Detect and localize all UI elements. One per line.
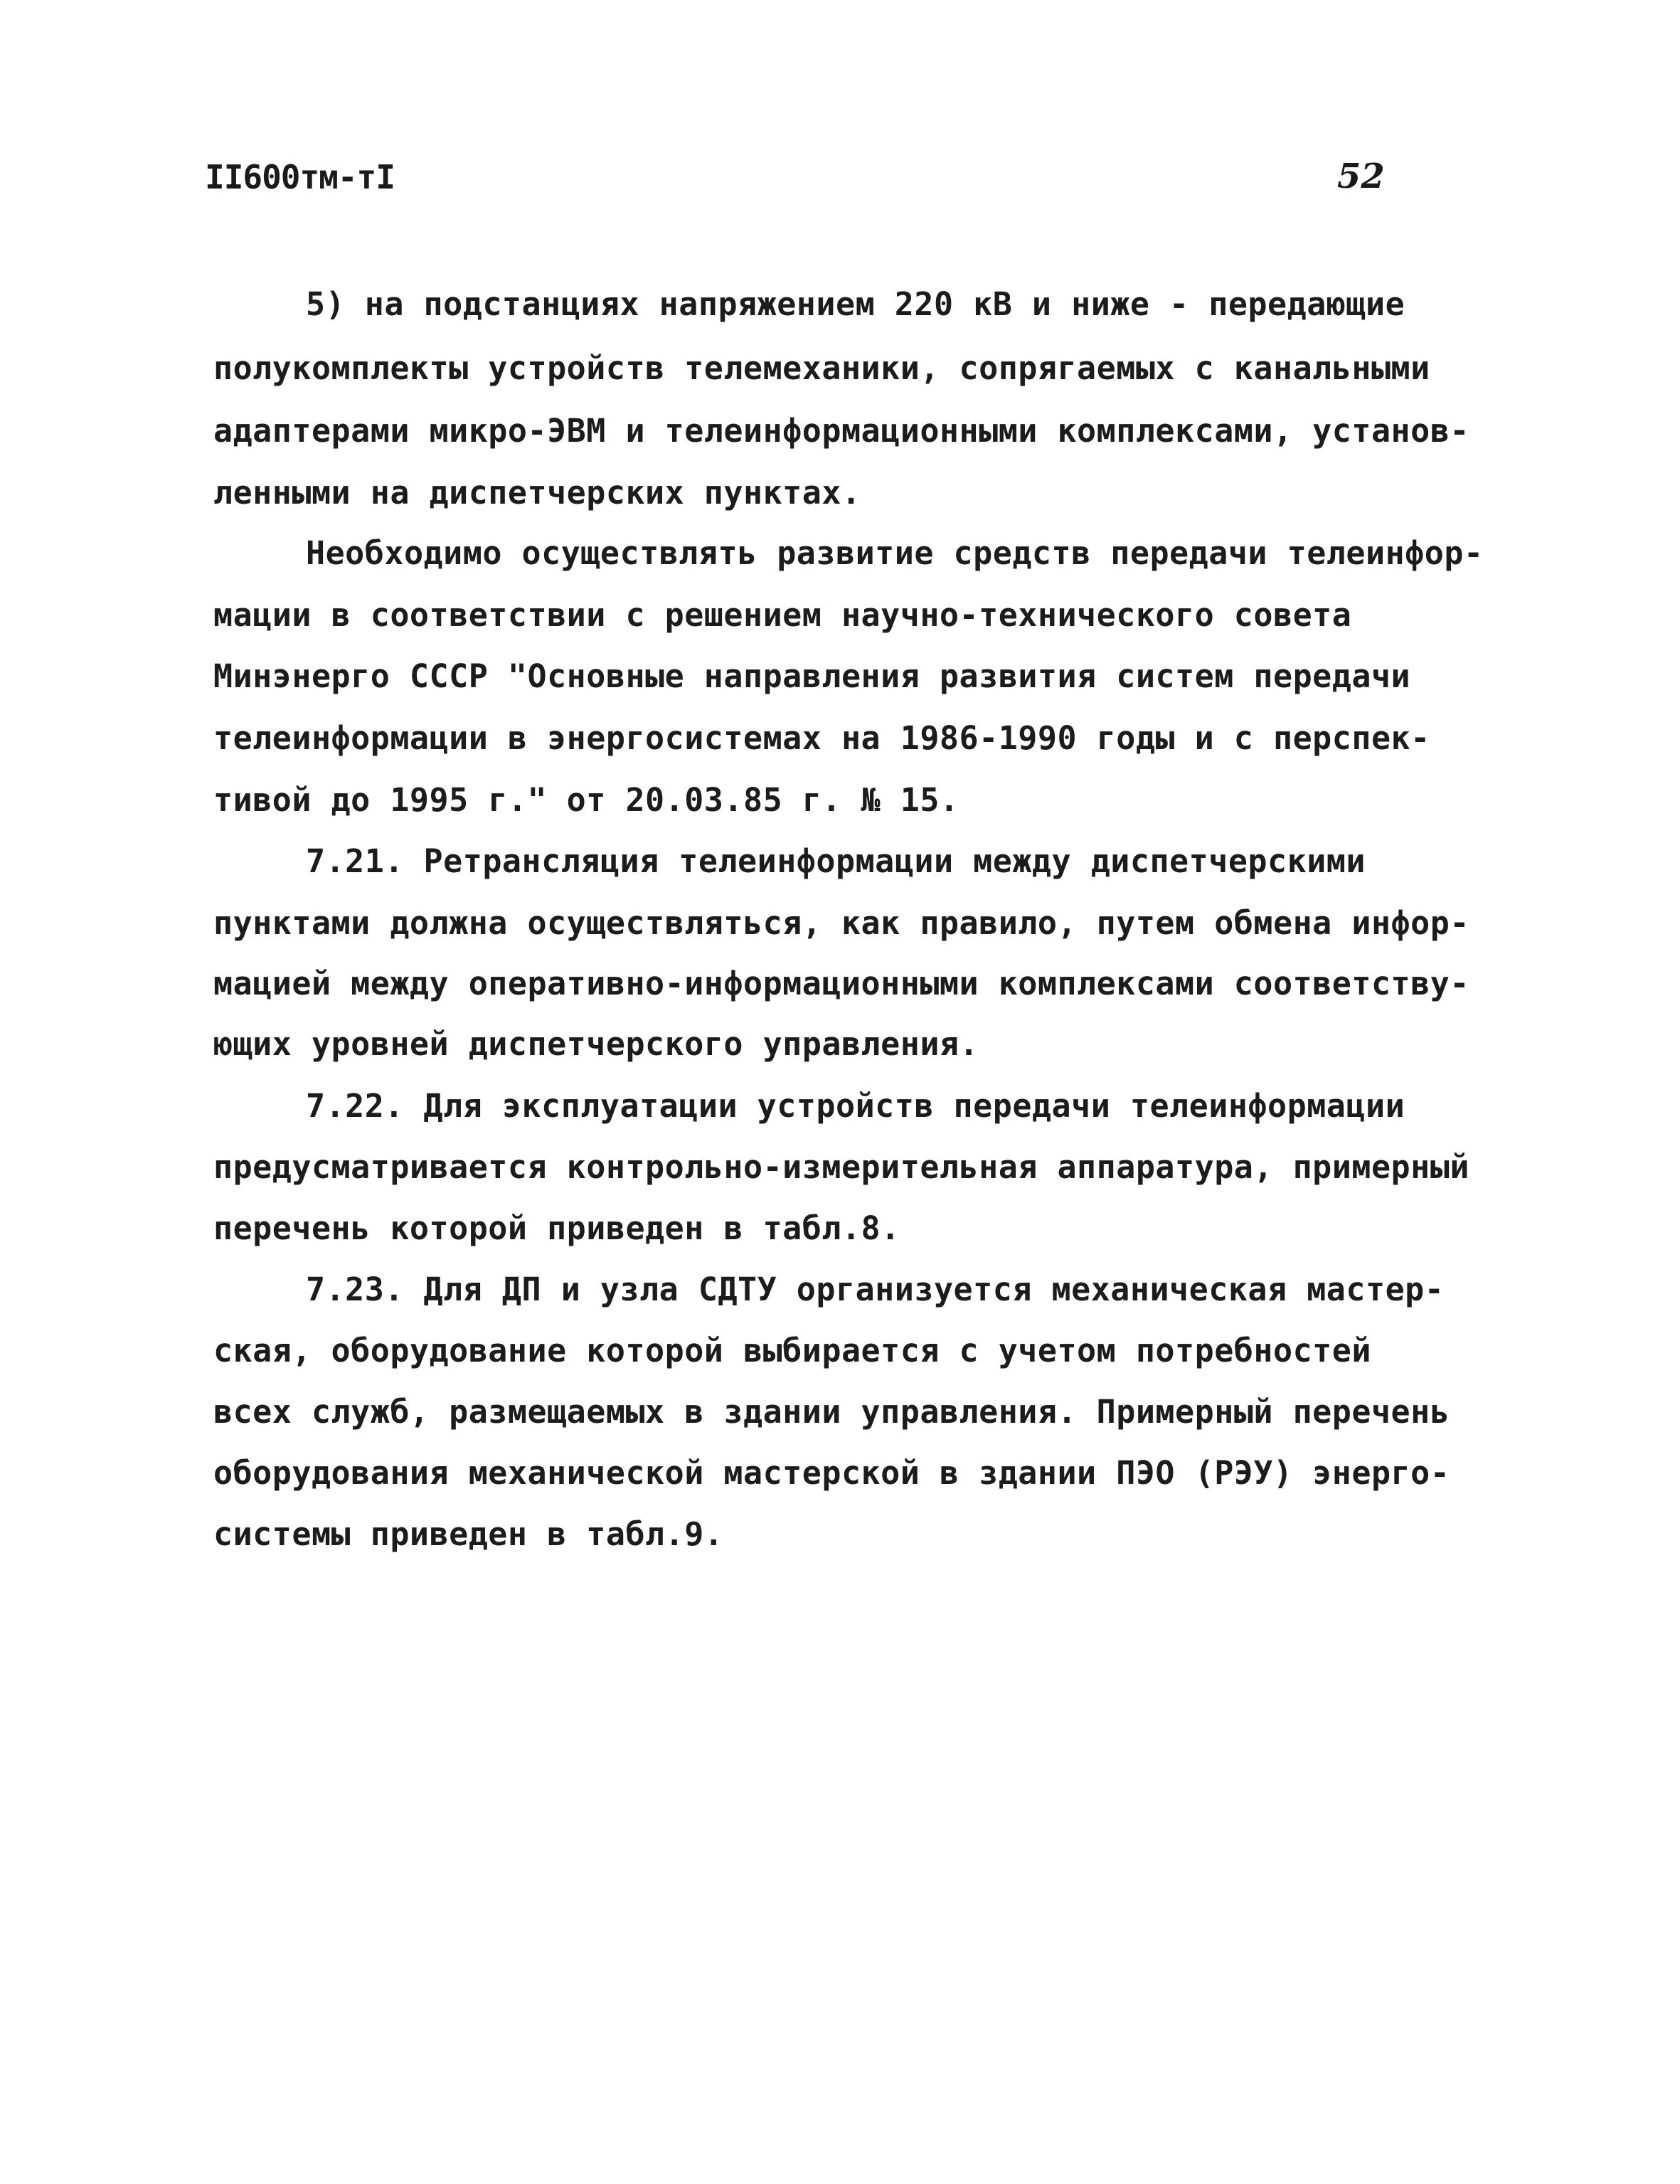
text-line: оборудования механической мастерской в здании ПЭО (РЭУ) энерго-: [213, 1454, 1450, 1492]
document-code: II600тм-тI: [205, 158, 395, 196]
text-line: ющих уровней диспетчерского управления.: [213, 1025, 979, 1063]
text-line: полукомплекты устройств телемеханики, сопрягаемых с канальными: [213, 349, 1430, 387]
page-number: 52: [1337, 157, 1385, 196]
text-line: мацией между оперативно-информационными комплексами соответству-: [213, 965, 1469, 1002]
text-line: предусматривается контрольно-измерительная аппаратура, примерный: [213, 1148, 1469, 1186]
text-line: 7.23. Для ДП и узла СДТУ организуется механическая мастер-: [306, 1271, 1445, 1308]
text-line: Необходимо осуществлять развитие средств передачи телеинфор-: [306, 534, 1484, 572]
text-line: 7.22. Для эксплуатации устройств передачи телеинформации: [306, 1087, 1405, 1125]
text-line: телеинформации в энергосистемах на 1986-1990 годы и с перспек-: [213, 719, 1430, 757]
text-line: перечень которой приведен в табл.8.: [213, 1209, 900, 1247]
text-line: Минэнерго СССР "Основные направления развития систем передачи: [213, 657, 1411, 695]
text-line: ская, оборудование которой выбирается с учетом потребностей: [213, 1332, 1371, 1369]
text-line: 5) на подстанциях напряжением 220 кВ и ниже - передающие: [306, 285, 1405, 323]
text-line: пунктами должна осуществляться, как правило, путем обмена инфор-: [213, 904, 1469, 942]
text-line: ленными на диспетчерских пунктах.: [213, 474, 861, 511]
text-line: 7.21. Ретрансляция телеинформации между диспетчерскими: [306, 842, 1366, 880]
text-line: всех служб, размещаемых в здании управления. Примерный перечень: [213, 1393, 1450, 1431]
text-line: системы приведен в табл.9.: [213, 1515, 724, 1553]
text-line: мации в соответствии с решением научно-технического совета: [213, 596, 1352, 634]
text-line: тивой до 1995 г." от 20.03.85 г. № 15.: [213, 781, 959, 819]
text-line: адаптерами микро-ЭВМ и телеинформационными комплексами, установ-: [213, 412, 1469, 450]
